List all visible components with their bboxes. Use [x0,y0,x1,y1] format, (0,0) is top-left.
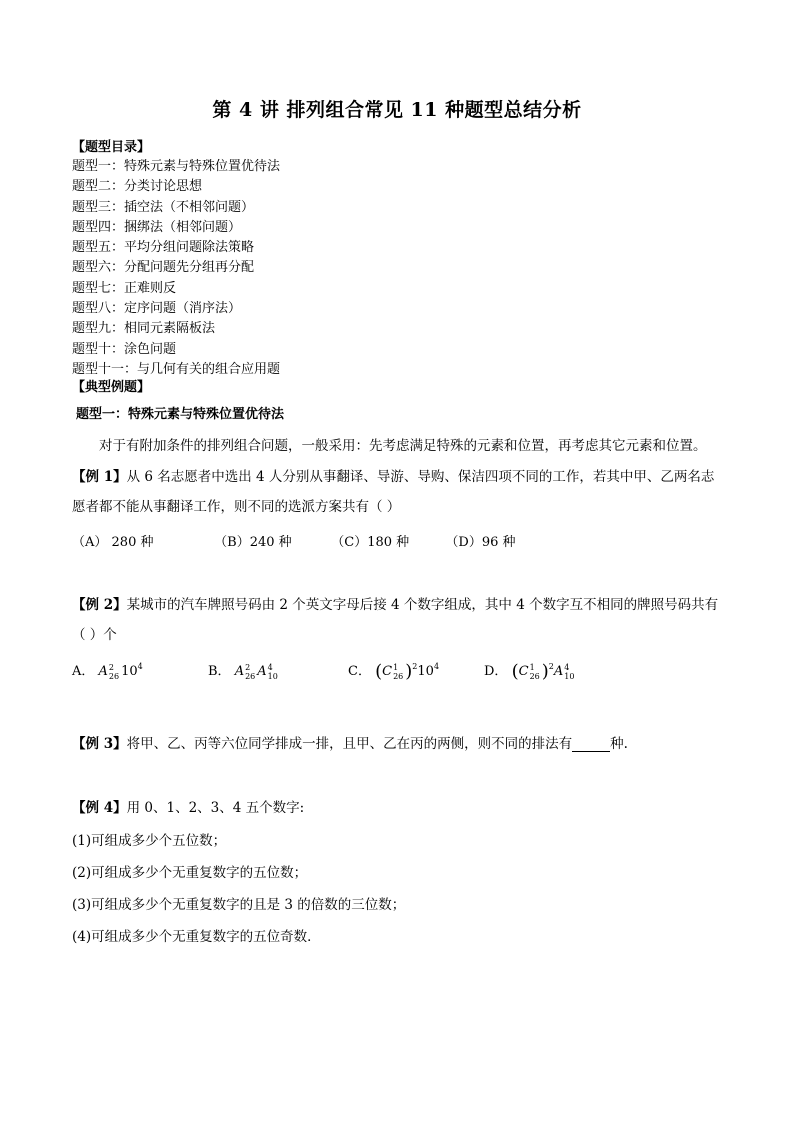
example-2-line1: 【例 2】某城市的汽车牌照号码由 2 个英文字母后接 4 个数字组成，其中 4 个数字互不相同的牌照号码共有 [72,597,719,613]
toc-item: 题型一：特殊元素与特殊位置优待法 [72,159,281,174]
example-label: 【例 1】 [72,469,127,485]
example-label: 【例 3】 [72,736,127,752]
example-label: 【例 4】 [72,800,127,816]
example-3: 【例 3】将甲、乙、丙等六位同学排成一排，且甲、乙在丙的两侧，则不同的排法有 种. [72,736,628,752]
example-1 [72,462,732,522]
option-d: （D）96 种 [445,535,516,550]
toc-item: 题型十一：与几何有关的组合应用题 [72,361,281,377]
example-4-part: (4)可组成多少个无重复数字的五位奇数． [72,929,321,945]
toc-item: 题型五：平均分组问题除法策略 [72,240,255,256]
example-1-line2: 愿者都不能从事翻译工作，则不同的选派方案共有（ ） [72,499,401,515]
example-2 [72,590,732,650]
option-b: B． A 2 26 A 4 10 [208,662,278,681]
toc-list [72,157,280,380]
example-2-line2: （ ）个 [72,627,117,643]
section-heading: 题型一：特殊元素与特殊位置优待法 [76,407,285,422]
option-d: D． (C 1 26 )$^2$A 4 10 [484,661,575,682]
option-a: （A） 280 种 [72,535,154,550]
toc-item: 题型四：捆绑法（相邻问题） [72,219,242,235]
option-a: A． A 2 26 $10^4$ [72,662,143,681]
toc-item: 题型二：分类讨论思想 [72,179,203,195]
option-c: （C）180 种 [331,535,410,550]
example-4-part: (2)可组成多少个无重复数字的五位数； [72,865,308,881]
example-4: 【例 4】用 0、1、2、3、4 五个数字: [72,800,305,816]
toc-item: 题型六：分配问题先分组再分配 [72,260,255,276]
example-4-part: (1)可组成多少个五位数； [72,833,227,849]
example-1-options [72,531,516,550]
example-1-line1: 【例 1】从 6 名志愿者中选出 4 人分别从事翻译、导游、导购、保洁四项不同的工作，若其中甲、乙两名志 [72,469,715,485]
toc-item: 题型八：定序问题（消序法） [72,301,242,317]
toc-heading: 【题型目录】 [72,140,151,155]
option-c: C． (C 1 26 )$^210^4$ [348,661,440,682]
section-intro: 对于有附加条件的排列组合问题，一般采用：先考虑满足特殊的元素和位置，再考虑其它元素和位置。 [99,438,707,454]
answer-blank [572,737,610,752]
option-b: （B）240 种 [214,535,292,550]
toc-item: 题型七：正难则反 [72,280,177,296]
toc-item: 题型十：涂色问题 [72,341,177,357]
page-title: 第 4 讲 排列组合常见 11 种题型总结分析 [212,99,582,121]
example-label: 【例 2】 [72,597,127,613]
example-4-part: (3)可组成多少个无重复数字的且是 3 的倍数的三位数； [72,897,406,913]
examples-heading: 【典型例题】 [72,380,151,395]
toc-item: 题型三：插空法（不相邻问题） [72,199,255,215]
toc-item: 题型九：相同元素隔板法 [72,321,216,337]
